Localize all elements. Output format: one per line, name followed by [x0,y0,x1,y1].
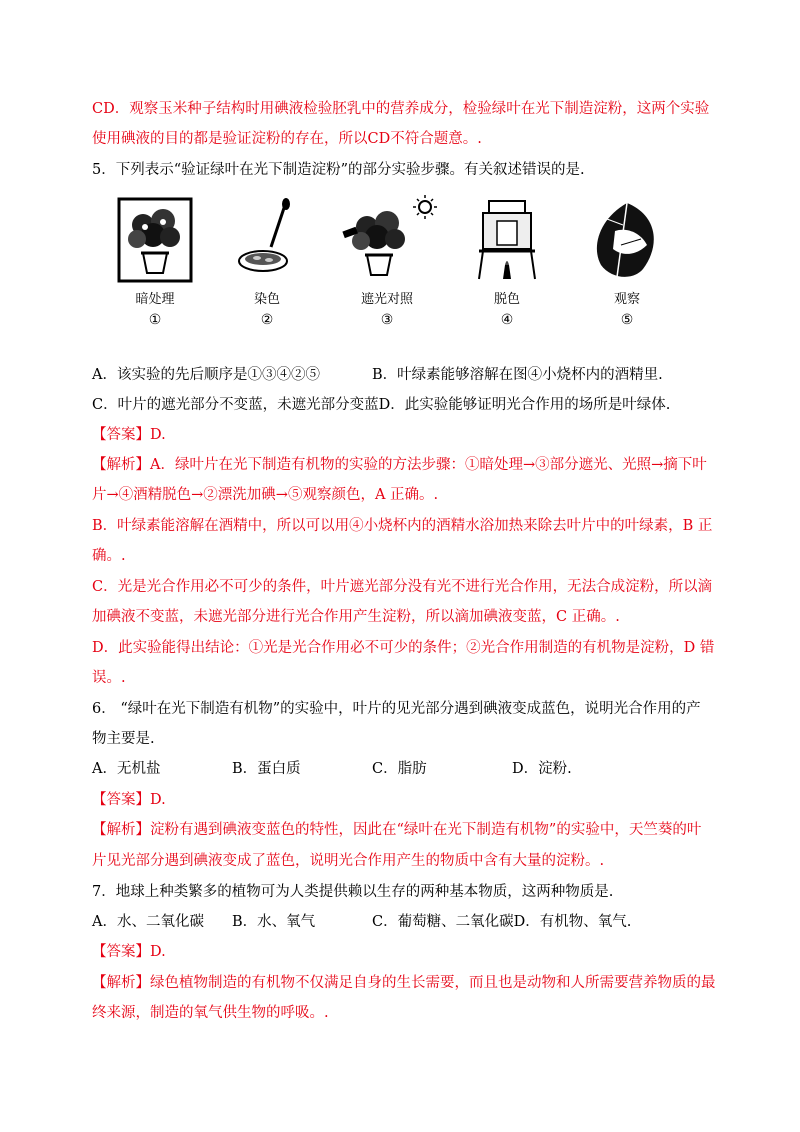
option-a: A．无机盐 [92,761,161,777]
analysis-5-line: 误。. [92,670,126,686]
analysis-text: 淀粉有遇到碘液变蓝色的特性，因此在“绿叶在光下制造有机物”的实验中，天竺葵的叶 [150,822,702,838]
figure-step-5 [572,195,682,329]
figure-number: ④ [500,312,514,328]
text-line: 使用碘液的目的都是验证淀粉的存在，所以CD不符合题意。. [92,131,482,147]
answer-6 [92,790,166,810]
water-bath-icon [467,195,547,285]
figure-step-2 [212,195,322,329]
answer-tag: 【答案】 [92,944,150,960]
question-5: 5．下列表示“验证绿叶在光下制造淀粉”的部分实验步骤。有关叙述错误的是. [92,162,585,178]
option-b: B．蛋白质 [232,761,301,777]
figure-caption: 脱色 [493,292,520,307]
question-7: 7．地球上种类繁多的植物可为人类提供赖以生存的两种基本物质，这两种物质是. [92,884,614,900]
figure-number: ③ [380,312,394,328]
figure-number: ② [260,312,274,328]
analysis-6-line: 片见光部分遇到碘液变成了蓝色，说明光合作用产生的物质中含有大量的淀粉。. [92,853,605,869]
analysis-7-line [92,973,716,993]
figure-number: ① [148,312,162,328]
answer-7 [92,942,166,962]
answer-tag: 【答案】 [92,792,150,808]
question-6: 物主要是. [92,731,155,747]
plant-in-box-icon [115,195,195,285]
analysis-5-line: D．此实验能得出结论：①光是光合作用必不可少的条件；②光合作用制造的有机物是淀粉，D 错 [92,640,715,656]
option-d: D．淀粉. [512,761,572,777]
analysis-6-line [92,820,701,840]
option-a: A．该实验的先后顺序是①③④②⑤ [92,367,320,383]
figure-caption: 染色 [253,292,280,307]
figure-number: ⑤ [620,312,634,328]
analysis-tag: 【解析】 [92,822,150,838]
figure-caption: 遮光对照 [360,292,413,307]
plant-sun-icon [337,195,437,285]
option-c-d: C．叶片的遮光部分不变蓝，未遮光部分变蓝D．此实验能够证明光合作用的场所是叶绿体. [92,397,671,413]
figure-step-3 [332,195,442,329]
option-b: B．叶绿素能够溶解在图④小烧杯内的酒精里. [372,367,663,383]
analysis-5-line: C．光是光合作用必不可少的条件，叶片遮光部分没有光不进行光合作用，无法合成淀粉，所以滴 [92,579,713,595]
analysis-tag: 【解析】 [92,975,150,991]
answer-value: D. [150,792,166,808]
text-line: CD．观察玉米种子结构时用碘液检验胚乳中的营养成分，检验绿叶在光下制造淀粉，这两个实验 [92,101,710,117]
analysis-tag: 【解析】 [92,457,150,473]
figure-caption: 观察 [613,292,640,307]
analysis-5-line: 确。. [92,548,126,564]
answer-5 [92,425,166,445]
petri-dish-dropper-icon [227,195,307,285]
analysis-text: 绿色植物制造的有机物不仅满足自身的生长需要，而且也是动物和人所需要营养物质的最 [150,975,716,991]
option-c-d: C．葡萄糖、二氧化碳D．有机物、氧气. [372,914,632,930]
analysis-5-line [92,455,707,475]
analysis-5-line: 片→④酒精脱色→②漂洗加碘→⑤观察颜色，A 正确。. [92,487,439,503]
analysis-5-line: B．叶绿素能溶解在酒精中，所以可以用④小烧杯内的酒精水浴加热来除去叶片中的叶绿素，B 正 [92,518,713,534]
leaf-icon [587,195,667,285]
option-c: C．脂肪 [372,761,427,777]
option-a: A．水、二氧化碳 [92,914,204,930]
answer-value: D. [150,427,166,443]
answer-tag: 【答案】 [92,427,150,443]
analysis-5-line: 加碘液不变蓝，未遮光部分进行光合作用产生淀粉，所以滴加碘液变蓝，C 正确。. [92,609,620,625]
analysis-7-line: 终来源，制造的氧气供生物的呼吸。. [92,1005,329,1021]
figure-step-4 [452,195,562,329]
experiment-figures [100,195,700,355]
answer-value: D. [150,944,166,960]
figure-step-1 [100,195,210,329]
question-6: 6． “绿叶在光下制造有机物”的实验中，叶片的见光部分遇到碘液变成蓝色，说明光合作用的产 [92,701,701,717]
figure-caption: 暗处理 [135,292,175,307]
option-b: B．水、氧气 [232,914,316,930]
analysis-text: A．绿叶片在光下制造有机物的实验的方法步骤：①暗处理→③部分遮光、光照→摘下叶 [150,457,707,473]
